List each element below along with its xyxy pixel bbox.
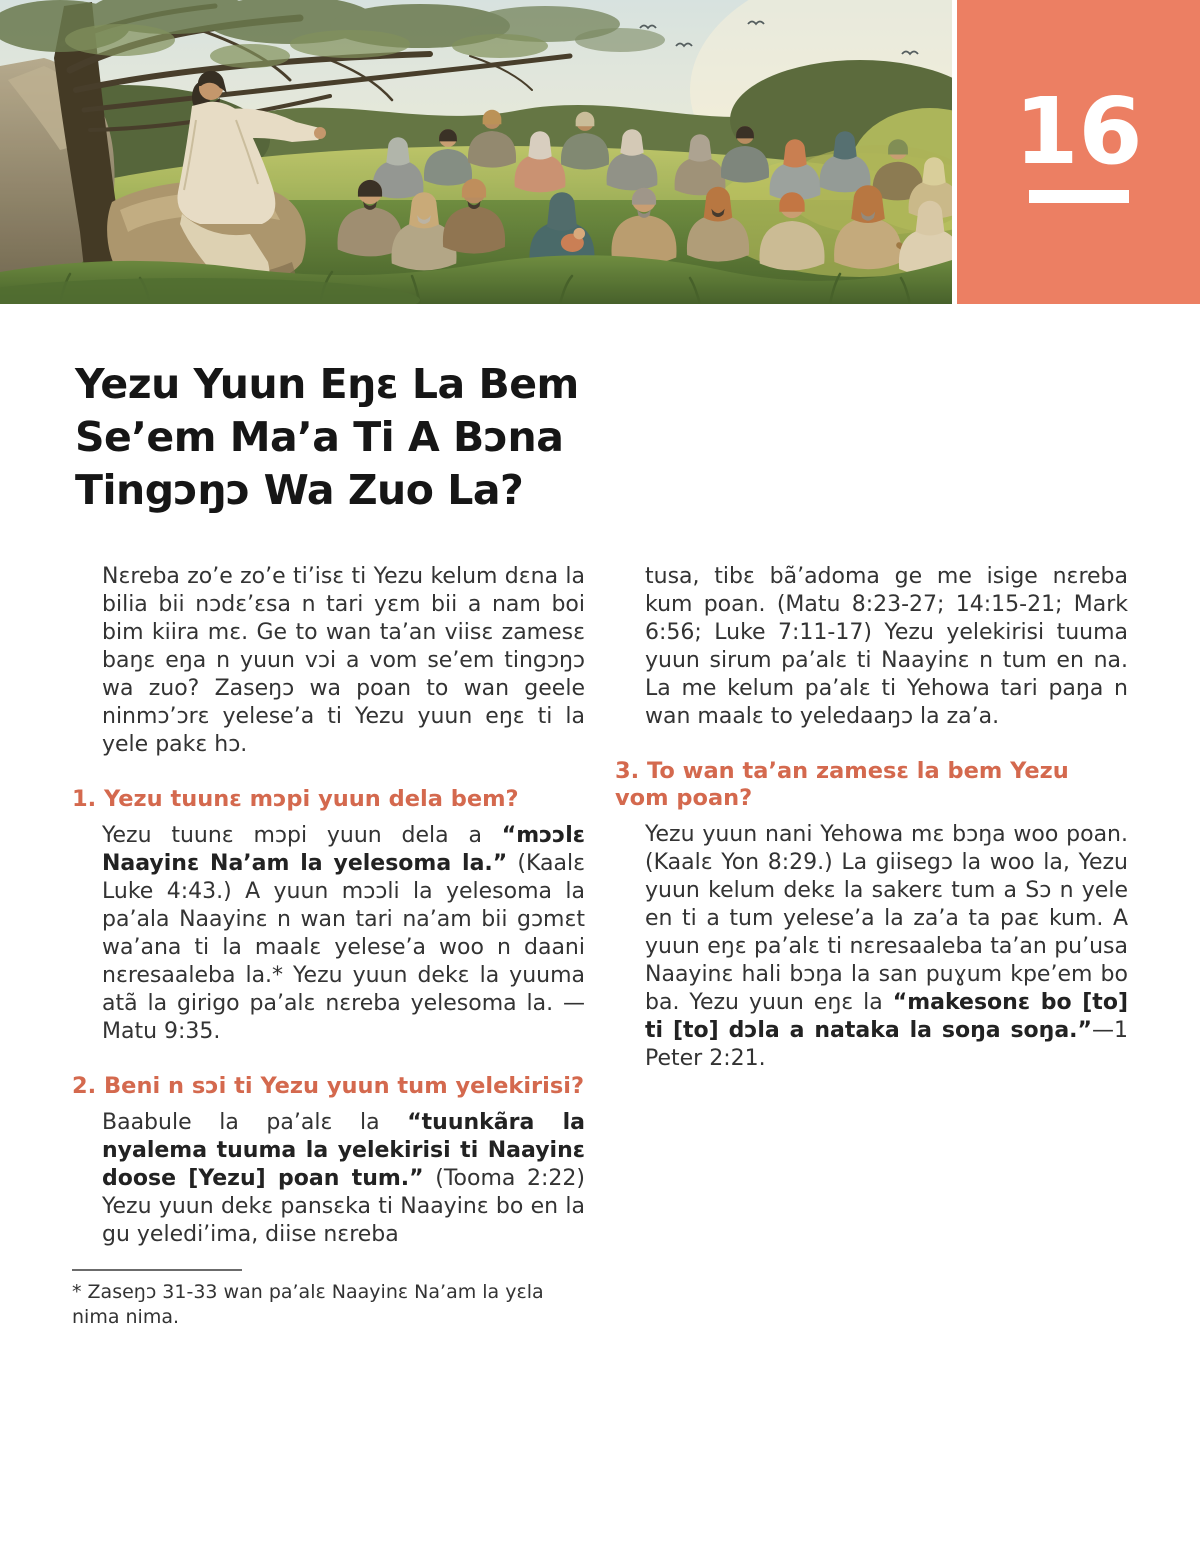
chapter-number-block — [957, 0, 1200, 304]
page-header — [0, 0, 1200, 304]
question-2-continuation: tusa, tibɛ bã’adoma ge me isige nɛreba kum poan. (Matu 8:23-27; 14:15-21; Mark 6:56; Luke 7:11-17) Yezu yelekirisi tuuma yuun sirum pa’alɛ ti Naayinɛ n tum en na. La me kelum pa’alɛ ti Yehowa tari paŋa n wan maalɛ to yeledaaŋɔ la za’a. — [645, 564, 1128, 729]
title-line-2: Se’em Ma’a Ti A Bɔna — [75, 413, 564, 461]
right-column — [615, 563, 1128, 1330]
intro-paragraph: Nɛreba zo’e zo’e ti’isɛ ti Yezu kelum dɛna la bilia bii nɔdɛ’ɛsa n tari yɛm bii a nam boi bim kiira mɛ. Ge to wan ta’an viisɛ zamesɛ baŋɛ eŋa n yuun vɔi a vom se’em tingɔŋɔ wa zuo? Zaseŋɔ wa poan to wan geele ninmɔ’ɔrɛ yelese’a ti Yezu yuun eŋɛ ti la yele pakɛ hɔ. — [102, 564, 585, 757]
footnote — [72, 1269, 585, 1330]
header-photo — [0, 0, 952, 304]
chapter-number: 16 — [1014, 78, 1143, 185]
footnote-rule — [72, 1269, 242, 1271]
question-3-paragraph: Yezu yuun nani Yehowa mɛ bɔŋa woo poan. (Kaalɛ Yon 8:29.) La giisegɔ la woo la, Yezu yuun kelum dekɛ la sakerɛ tum a Sɔ n yele en ti a tum yelese’a la za’a ta paɛ kum. A yuun eŋɛ pa’alɛ ti nɛresaaleba ta’an pu’usa Naayinɛ hali bɔŋa la san puɣum kpe’em bo ba. Yezu yuun eŋɛ la “makesonɛ bo [to] ti [to] dɔla a nataka la soŋa soŋa.”—1 Peter 2:21. — [645, 822, 1128, 1071]
title-line-3: Tingɔŋɔ Wa Zuo La? — [75, 466, 524, 514]
question-2-heading: 2. Beni n sɔi ti Yezu yuun tum yelekirisi? — [72, 1073, 585, 1099]
question-3-heading: 3. To wan ta’an zamesɛ la bem Yezu vom poan? — [615, 758, 1069, 811]
title-line-1: Yezu Yuun Eŋɛ La Bem — [75, 360, 579, 408]
article-body — [0, 563, 1200, 1330]
page-title — [75, 358, 1200, 517]
left-column — [72, 563, 585, 1330]
chapter-number-underline — [1029, 190, 1129, 203]
question-1-heading: 1. Yezu tuunɛ mɔpi yuun dela bem? — [72, 786, 519, 812]
question-2-paragraph: Baabule la pa’alɛ la “tuunkãra la nyalema tuuma la yelekirisi ti Naayinɛ doose [Yezu] poan tum.” (Tooma 2:22) Yezu yuun dekɛ pansɛka ti Naayinɛ bo en la gu yeledi’ima, diise nɛreba — [102, 1110, 585, 1247]
footnote-text: * Zaseŋɔ 31-33 wan pa’alɛ Naayinɛ Na’am la yɛla nima nima. — [72, 1281, 544, 1328]
question-1-paragraph: Yezu tuunɛ mɔpi yuun dela a “mɔɔlɛ Naayinɛ Na’am la yelesoma la.” (Kaalɛ Luke 4:43.) A yuun mɔɔli la yelesoma la pa’ala Naayinɛ n wan tari na’am bii gɔmɛt wa’ana ti la maalɛ yelese’a woo n daani nɛresaaleba la.* Yezu yuun dekɛ la yuuma atã la girigo pa’alɛ nɛreba yelesoma la. —Matu 9:35. — [102, 823, 585, 1044]
